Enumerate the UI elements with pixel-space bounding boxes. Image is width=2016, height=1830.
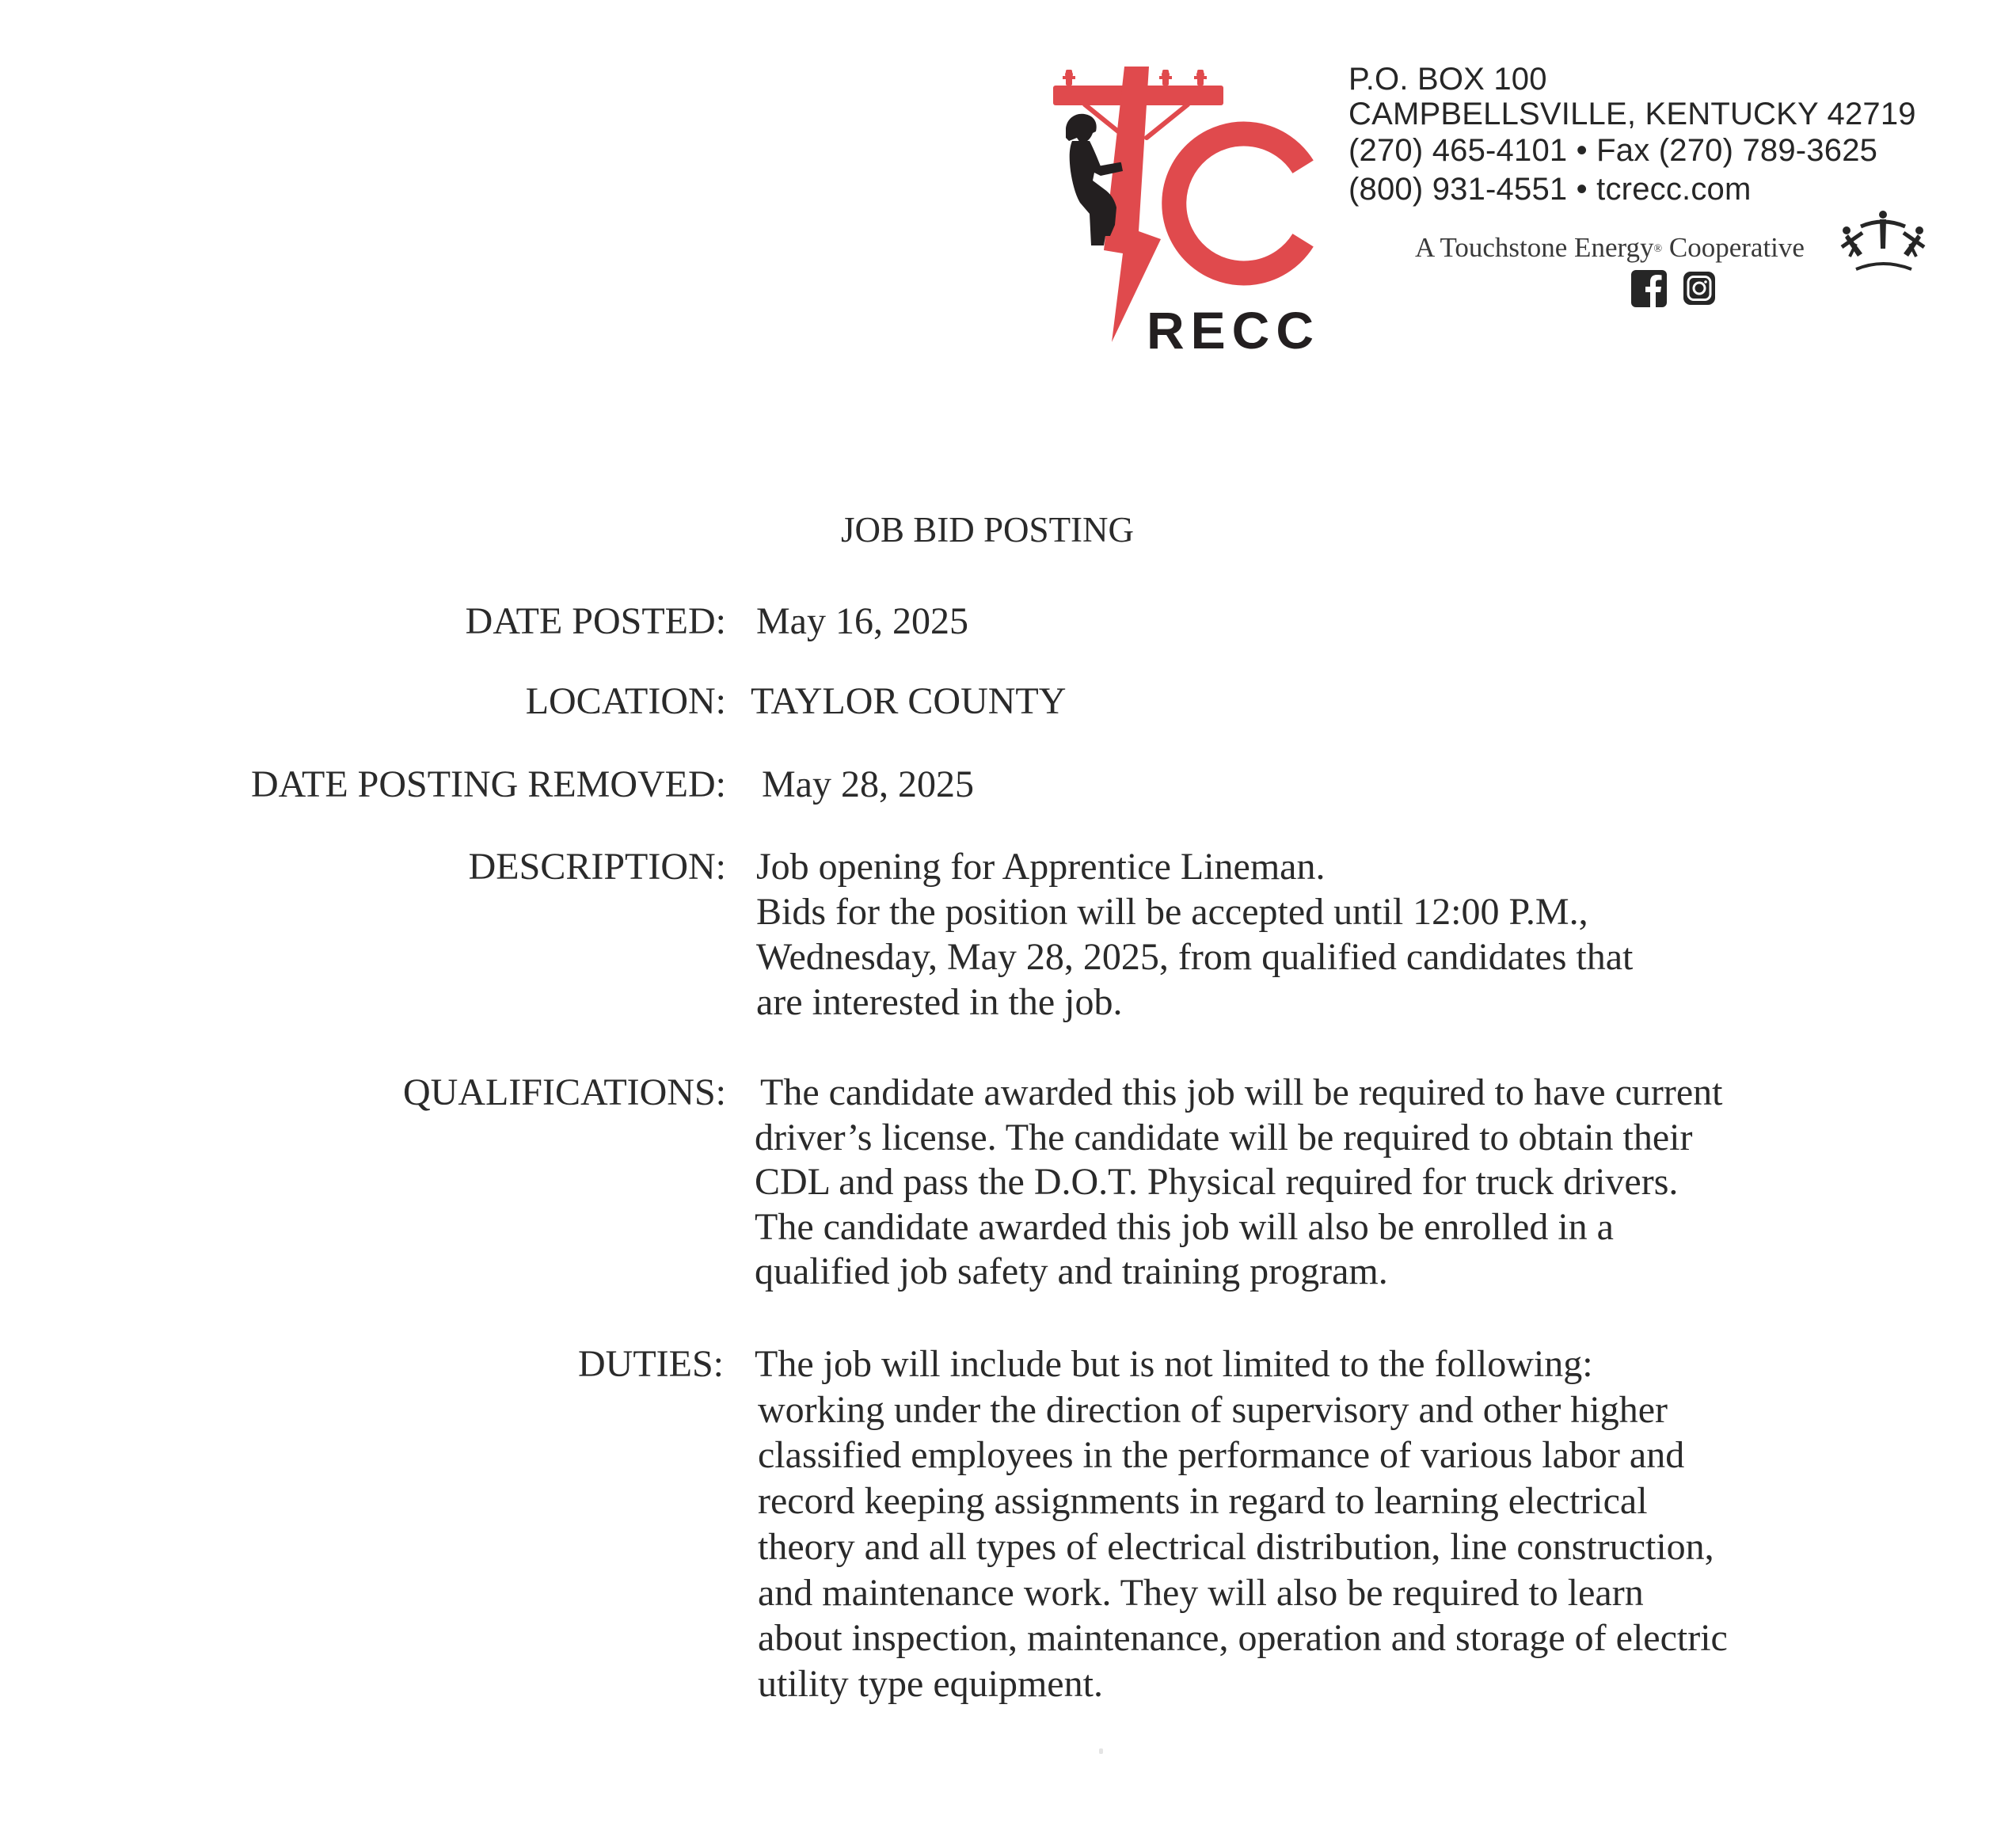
field-label-date-posted: DATE POSTED: <box>465 600 726 642</box>
qualifications-line: The candidate awarded this job will also be enrolled in a <box>755 1205 1614 1248</box>
field-label-location: LOCATION: <box>525 680 726 722</box>
description-line: Wednesday, May 28, 2025, from qualified candidates that <box>756 936 1634 978</box>
field-value-location: TAYLOR COUNTY <box>751 680 1067 722</box>
duties-line: record keeping assignments in regard to learning electrical <box>758 1480 1648 1523</box>
field-label-duties: DUTIES: <box>578 1343 724 1385</box>
tollfree-website-line: (800) 931-4551 • tcrecc.com <box>1348 172 1752 207</box>
field-value-date-removed: May 28, 2025 <box>762 763 974 805</box>
phone-fax-line: (270) 465-4101 • Fax (270) 789-3625 <box>1348 133 1878 168</box>
qualifications-line: qualified job safety and training program. <box>755 1250 1388 1292</box>
duties-line: The job will include but is not limited to the following: <box>755 1343 1593 1385</box>
recc-wordmark: RECC <box>1147 301 1321 360</box>
field-label-description: DESCRIPTION: <box>468 846 726 888</box>
scan-speck <box>1099 1748 1103 1754</box>
field-value-qualifications <box>755 1071 1723 1295</box>
duties-line: working under the direction of supervisory and other higher <box>758 1388 1668 1431</box>
facebook-icon[interactable] <box>1631 270 1667 307</box>
qualifications-line: The candidate awarded this job will be required to have current <box>760 1071 1723 1113</box>
tagline-text: A Touchstone Energy <box>1415 232 1654 263</box>
qualifications-line: driver’s license. The candidate will be required to obtain their <box>755 1116 1693 1158</box>
instagram-icon[interactable] <box>1683 272 1715 305</box>
tagline-text-end: Cooperative <box>1662 232 1805 263</box>
duties-line: and maintenance work. They will also be required to learn <box>758 1571 1644 1614</box>
description-line: Bids for the position will be accepted until 12:00 P.M., <box>756 891 1588 933</box>
field-value-date-posted: May 16, 2025 <box>756 600 968 642</box>
description-line: are interested in the job. <box>756 981 1123 1023</box>
description-line: Job opening for Apprentice Lineman. <box>756 846 1326 888</box>
duties-line: about inspection, maintenance, operation and storage of electric <box>758 1617 1728 1660</box>
address-city-state-zip: CAMPBELLSVILLE, KENTUCKY 42719 <box>1348 97 1916 131</box>
duties-line: utility type equipment. <box>758 1662 1103 1705</box>
duties-line: classified employees in the performance of various labor and <box>758 1434 1685 1477</box>
duties-line: theory and all types of electrical distribution, line construction, <box>758 1525 1714 1568</box>
field-label-qualifications: QUALIFICATIONS: <box>403 1071 726 1113</box>
letter-c <box>1174 134 1303 273</box>
field-value-description <box>756 844 1633 1025</box>
page-title: JOB BID POSTING <box>841 510 1135 550</box>
field-value-duties <box>755 1341 1728 1707</box>
touchstone-tagline <box>1415 234 1805 261</box>
address-po-box: P.O. BOX 100 <box>1348 62 1547 97</box>
touchstone-energy-logo-icon <box>1839 209 1927 272</box>
registered-mark: ® <box>1653 243 1663 255</box>
field-label-date-removed: DATE POSTING REMOVED: <box>251 763 726 805</box>
tc-recc-logo <box>1045 55 1346 364</box>
qualifications-line: CDL and pass the D.O.T. Physical required for truck drivers. <box>755 1161 1679 1203</box>
